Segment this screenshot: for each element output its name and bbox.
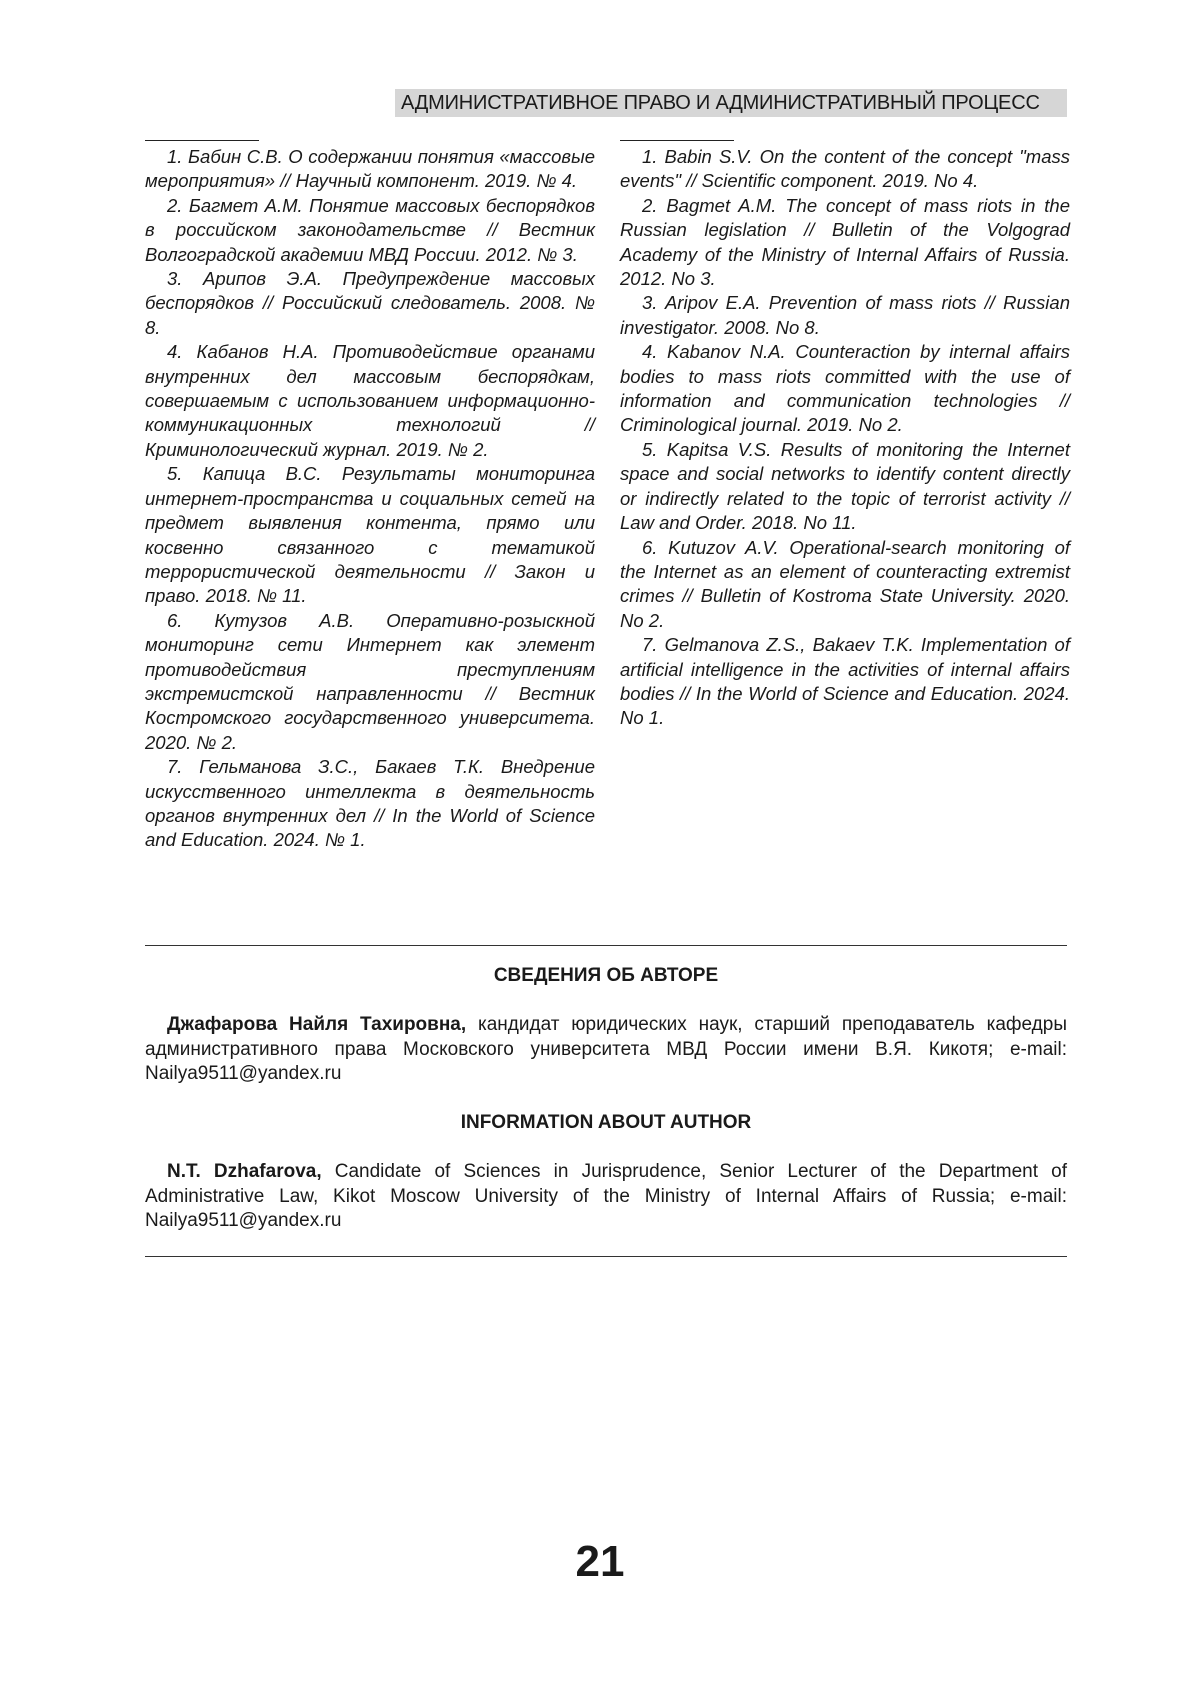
reference-item: 6. Кутузов А.В. Оперативно-розыскной мониторинг сети Интернет как элемент противодействия преступлениям экстремистской направленности // Вестник Костромского государственного университета. 2020. № 2.: [145, 609, 595, 753]
reference-item: 1. Babin S.V. On the content of the concept "mass events" // Scientific component. 2019. No 4.: [620, 146, 1070, 192]
reference-item: 2. Bagmet A.M. The concept of mass riots in the Russian legislation // Bulletin of the Volgograd Academy of the Ministry of Internal Affairs of Russia. 2012. No 3.: [620, 194, 1070, 290]
reference-item: 2. Багмет А.М. Понятие массовых беспорядков в российском законодательстве // Вестник Волгоградской академии МВД России. 2012. № 3.: [145, 194, 595, 265]
footnote-rule: [620, 140, 734, 141]
author-info-heading-ru: СВЕДЕНИЯ ОБ АВТОРЕ: [493, 965, 719, 986]
author-details-en: Candidate of Sciences in Jurisprudence, Senior Lecturer of the Department of Administrative Law, Kikot Moscow University of the Ministry of Internal Affairs of Russia; e-mail: Nailya9511@yandex.ru: [145, 1161, 1067, 1231]
reference-item: 4. Кабанов Н.А. Противодействие органами внутренних дел массовым беспорядкам, совершаемым с использованием информационно-коммуникационных технологий // Криминологический журнал. 2019. № 2.: [145, 341, 595, 460]
reference-item: 5. Kapitsa V.S. Results of monitoring the Internet space and social networks to identify content directly or indirectly related to the topic of terrorist activity // Law and Order. 2018. No 11.: [620, 438, 1070, 534]
reference-item: 3. Aripov E.A. Prevention of mass riots // Russian investigator. 2008. No 8.: [620, 292, 1070, 338]
author-info-ru: [145, 1013, 1067, 1087]
footnote-rule: [145, 140, 259, 141]
reference-item: 4. Kabanov N.A. Counteraction by internal affairs bodies to mass riots committed with the use of information and communication technologies // Criminological journal. 2019. No 2.: [620, 341, 1070, 436]
reference-item: 7. Гельманова З.С., Бакаев Т.К. Внедрение искусственного интеллекта в деятельность органов внутренних дел // In the World of Science and Education. 2024. № 1.: [145, 756, 595, 851]
reference-item: 3. Арипов Э.А. Предупреждение массовых беспорядков // Российский следователь. 2008. № 8.: [145, 268, 595, 338]
author-name-en: N.T. Dzhafarova,: [167, 1161, 322, 1182]
page-number: 21: [575, 1537, 625, 1586]
reference-item: 5. Капица В.С. Результаты мониторинга интернет-пространства и социальных сетей на предмет выявления контента, прямо или косвенно связанного с тематикой террористической деятельности // Закон и право. 2018. № 11.: [145, 463, 595, 607]
author-name-ru: Джафарова Найля Тахировна,: [167, 1014, 467, 1035]
section-divider-top: [145, 945, 1067, 946]
author-info-en: [145, 1160, 1067, 1234]
author-info-heading-en: INFORMATION ABOUT AUTHOR: [460, 1112, 752, 1133]
references-russian: [145, 140, 595, 853]
section-divider-bottom: [145, 1256, 1067, 1257]
reference-item: 6. Kutuzov A.V. Operational-search monitoring of the Internet as an element of counteracting extremist crimes // Bulletin of Kostroma State University. 2020. No 2.: [620, 536, 1070, 631]
reference-item: 7. Gelmanova Z.S., Bakaev T.K. Implementation of artificial intelligence in the activities of internal affairs bodies // In the World of Science and Education. 2024. No 1.: [620, 634, 1070, 729]
author-details-ru: кандидат юридических наук, старший преподаватель кафедры административного права Московского университета МВД России имени В.Я. Кикотя; e-mail: Nailya9511@yandex.ru: [145, 1014, 1067, 1084]
running-header: АДМИНИСТРАТИВНОЕ ПРАВО И АДМИНИСТРАТИВНЫЙ ПРОЦЕСС: [395, 89, 1067, 117]
references-english: [620, 140, 1070, 731]
reference-item: 1. Бабин С.В. О содержании понятия «массовые мероприятия» // Научный компонент. 2019. № 4.: [145, 146, 595, 192]
